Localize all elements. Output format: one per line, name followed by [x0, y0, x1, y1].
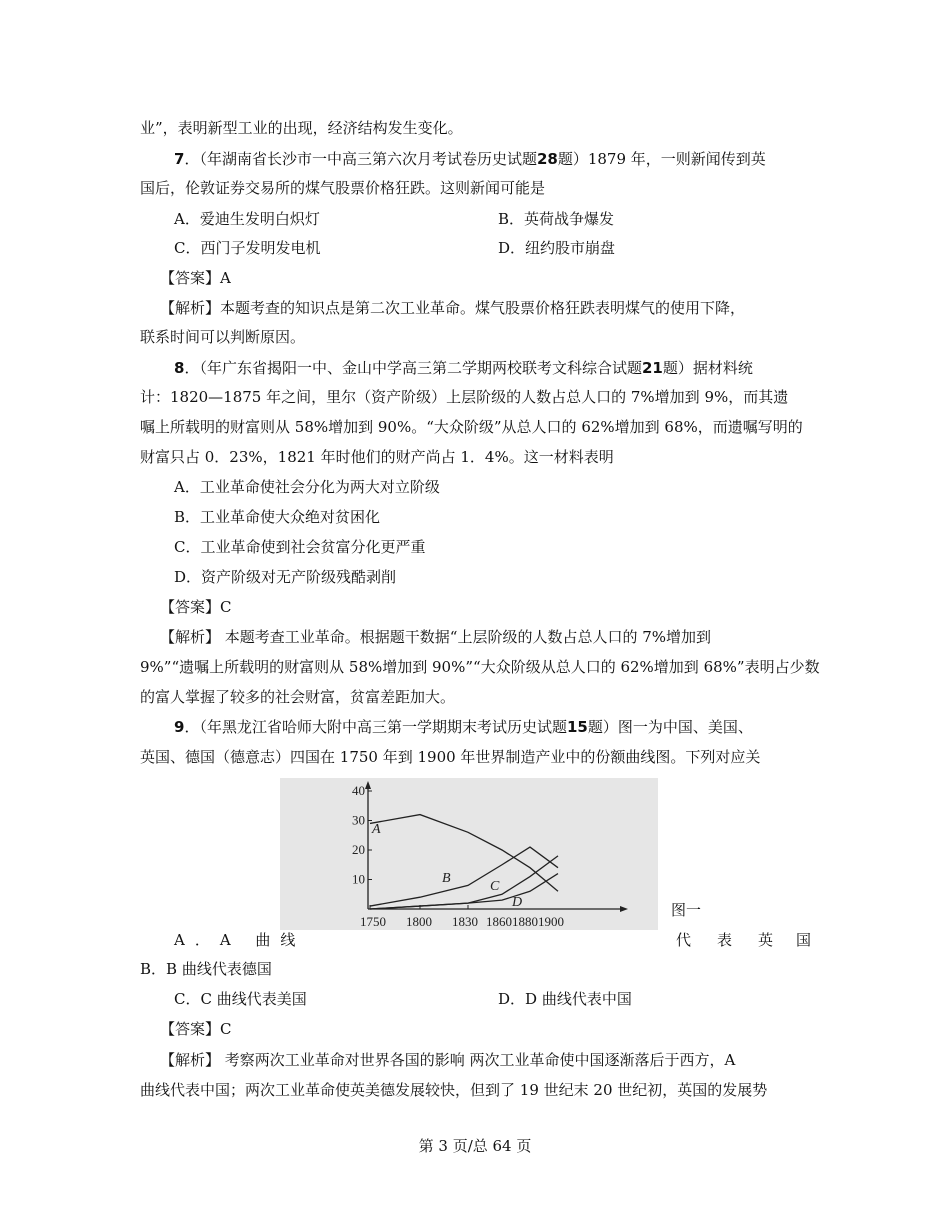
- question-8-number: 8: [174, 359, 185, 377]
- question-9-source: ．（年黑龙江省哈师大附中高三第一学期期末考试历史试题: [184, 718, 567, 736]
- question-9-explanation-2: 曲线代表中国；两次工业革命使英美德发展较快，但到了 19 世纪末 20 世纪初，英国的发展势: [140, 1081, 768, 1099]
- question-8-qno: 21: [641, 359, 663, 377]
- question-8-explanation-3: 的富人掌握了较多的社会财富，贫富差距加大。: [140, 688, 456, 706]
- x-tick-label: 1830: [452, 914, 478, 929]
- question-7-explanation-1: 【解析】本题考查的知识点是第二次工业革命。煤气股票价格狂跌表明煤气的使用下降，: [160, 299, 746, 317]
- question-8-stem-a: 题）据材料统: [662, 359, 753, 377]
- option-a-char-1: 代: [676, 931, 692, 949]
- series-label-c: C: [490, 879, 500, 894]
- x-tick-label: 1800: [406, 914, 432, 929]
- chart-svg: [280, 778, 658, 930]
- x-tick-label: 186018801900: [486, 914, 564, 929]
- y-axis-arrow: [365, 781, 371, 789]
- question-7-qno: 28: [536, 150, 558, 168]
- question-8-stem: [174, 358, 753, 378]
- question-9-option-a: A．A 曲线: [174, 931, 306, 949]
- page-footer: 第 3 页/总 64 页: [418, 1137, 532, 1155]
- y-tick-label: 30: [352, 812, 365, 828]
- question-7-option-b: B．英荷战争爆发: [498, 210, 615, 228]
- question-9-option-d: D．D 曲线代表中国: [498, 990, 632, 1008]
- question-9-stem-a: 题）图一为中国、美国、: [587, 718, 753, 736]
- question-8-source: ．（年广东省揭阳一中、金山中学高三第二学期两校联考文科综合试题: [184, 359, 642, 377]
- question-7-answer: 【答案】A: [160, 269, 231, 287]
- question-7-option-d: D．纽约股市崩盘: [498, 239, 616, 257]
- question-8-stem-c: 嘱上所载明的财富则从 58%增加到 90%。“大众阶级”从总人口的 62%增加到 68%，而遗嘱写明的: [140, 418, 803, 436]
- question-8-option-a: A．工业革命使社会分化为两大对立阶级: [174, 478, 440, 496]
- question-8-answer: 【答案】C: [160, 598, 232, 616]
- question-7-stem-b: 国后，伦敦证券交易所的煤气股票价格狂跌。这则新闻可能是: [140, 179, 546, 197]
- figure-label: 图一: [671, 901, 702, 919]
- question-7-number: 7: [174, 150, 185, 168]
- figure-1-chart: [280, 778, 658, 930]
- question-9-number: 9: [174, 718, 185, 736]
- question-8-option-d: D．资产阶级对无产阶级残酷剥削: [174, 568, 397, 586]
- series-label-a: A: [372, 822, 381, 837]
- option-a-char-2: 表: [717, 931, 733, 949]
- x-axis-arrow: [620, 906, 628, 912]
- series-label-d: D: [512, 895, 523, 910]
- question-8-explanation-1: 【解析】 本题考查工业革命。根据题干数据“上层阶级的人数占总人口的 7%增加到: [160, 628, 712, 646]
- x-tick-label: 1750: [360, 914, 386, 929]
- question-7-stem-a: 题）1879 年，一则新闻传到英: [557, 150, 766, 168]
- option-a-char-4: 国: [796, 931, 812, 949]
- question-8-stem-d: 财富只占 0．23%，1821 年时他们的财产尚占 1．4%。这一材料表明: [140, 448, 614, 466]
- question-9-option-c: C．C 曲线代表美国: [174, 990, 307, 1008]
- y-tick-label: 40: [352, 783, 365, 798]
- option-a-char-3: 英: [758, 931, 774, 949]
- question-9-qno: 15: [566, 718, 588, 736]
- series-label-b: B: [442, 871, 451, 886]
- question-9-explanation-1: 【解析】 考察两次工业革命对世界各国的影响 两次工业革命使中国逐渐落后于西方，A: [160, 1051, 736, 1069]
- question-8-option-b: B．工业革命使大众绝对贫困化: [174, 508, 381, 526]
- question-8-explanation-2: 9%”“遗嘱上所载明的财富则从 58%增加到 90%”“大众阶级从总人口的 62%增加到 68%”表明占少数: [140, 658, 820, 676]
- series-line-d: [370, 874, 558, 909]
- question-7-stem: [174, 149, 766, 169]
- question-9-stem: [174, 717, 753, 737]
- question-7-option-a: A．爱迪生发明白炽灯: [174, 210, 320, 228]
- question-8-stem-b: 计：1820—1875 年之间，里尔（资产阶级）上层阶级的人数占总人口的 7%增加到 9%，而其遗: [140, 388, 789, 406]
- y-tick-label: 20: [352, 842, 365, 857]
- question-9-stem-b: 英国、德国（德意志）四国在 1750 年到 1900 年世界制造产业中的份额曲线图。下列对应关: [140, 748, 761, 766]
- question-7-option-c: C．西门子发明发电机: [174, 239, 321, 257]
- continued-text: 业”，表明新型工业的出现，经济结构发生变化。: [140, 119, 463, 137]
- y-tick-label: 10: [352, 871, 365, 887]
- question-9-answer: 【答案】C: [160, 1020, 232, 1038]
- question-9-option-b: B．B 曲线代表德国: [140, 960, 272, 978]
- question-7-source: ．（年湖南省长沙市一中高三第六次月考试卷历史试题: [184, 150, 537, 168]
- series-line-a: [370, 815, 558, 892]
- question-7-explanation-2: 联系时间可以判断原因。: [140, 328, 306, 346]
- question-8-option-c: C．工业革命使到社会贫富分化更严重: [174, 538, 426, 556]
